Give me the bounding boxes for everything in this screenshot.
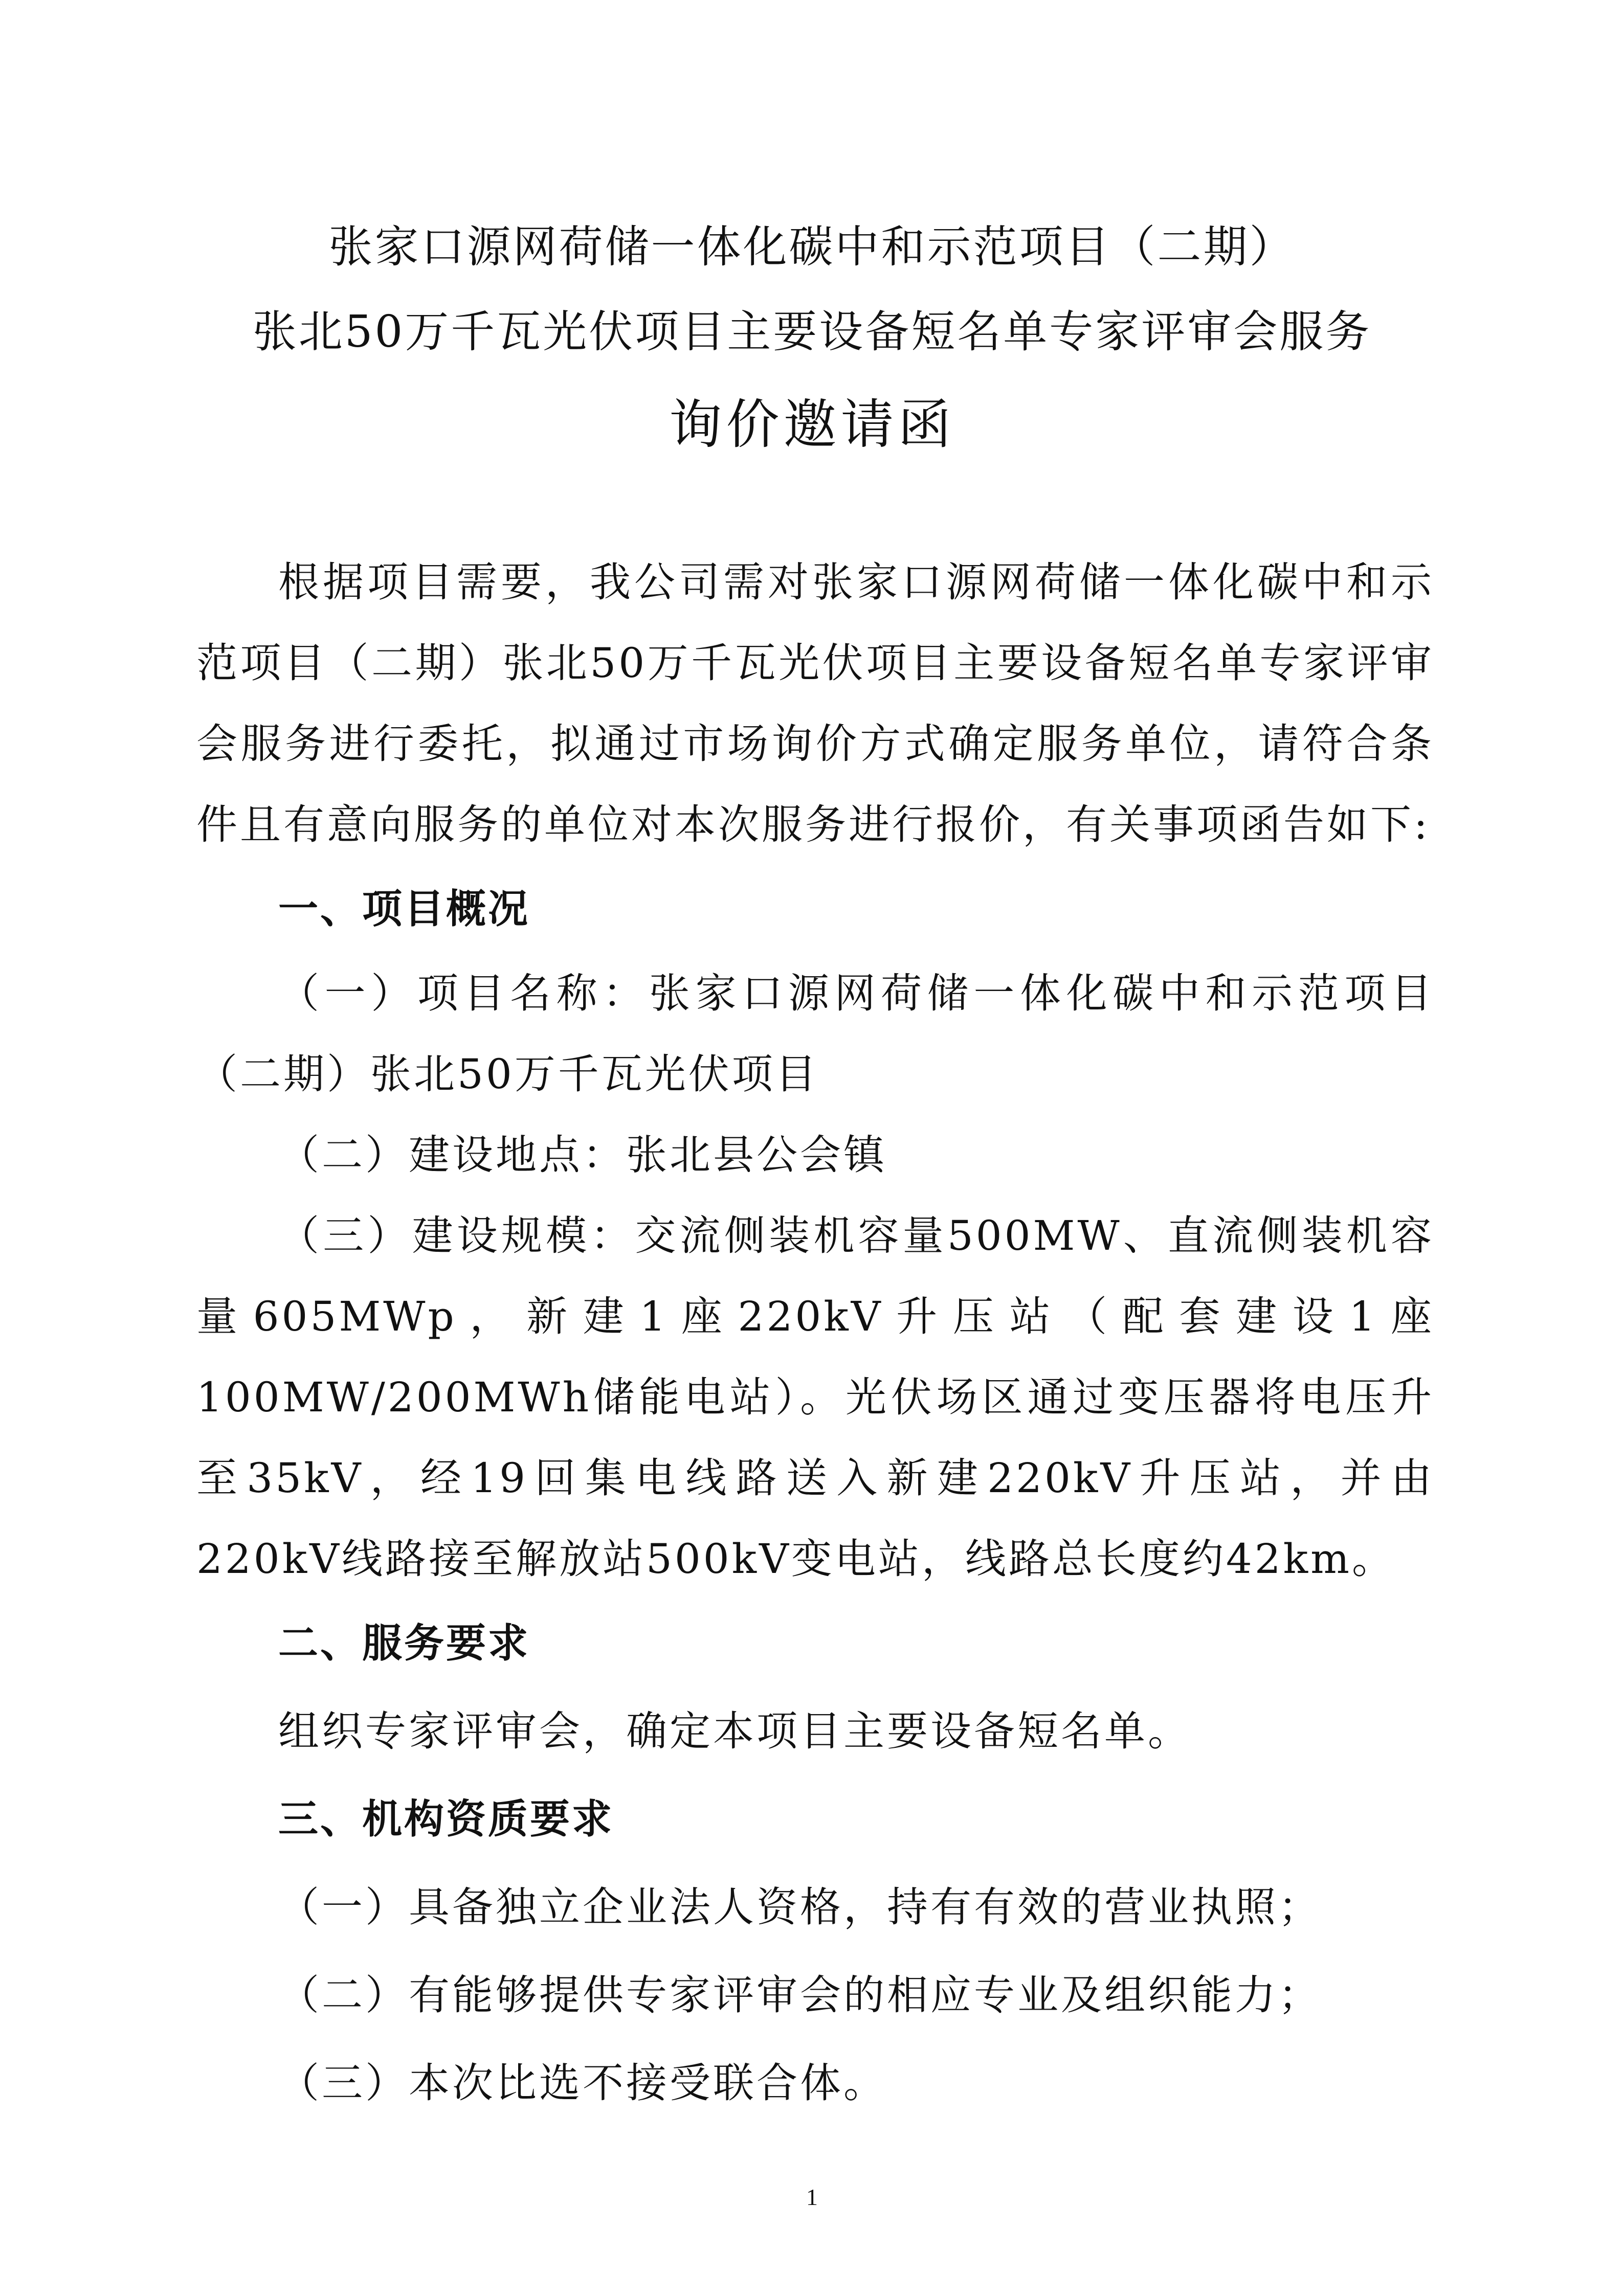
title-line-2: 张北50万千瓦光伏项目主要设备短名单专家评审会服务 bbox=[252, 306, 1372, 357]
section-heading-service-requirements: 二、服务要求 bbox=[278, 1620, 530, 1667]
service-requirement-text: 组织专家评审会，确定本项目主要设备短名单。 bbox=[278, 1707, 1191, 1755]
title-line-3: 询价邀请函 bbox=[669, 393, 955, 456]
qualification-item: （三）本次比选不接受联合体。 bbox=[278, 2059, 887, 2107]
page-number: 1 bbox=[806, 2184, 818, 2210]
title-line-1: 张家口源网荷储一体化碳中和示范项目（二期） bbox=[328, 221, 1296, 273]
construction-location-item: （二）建设地点：张北县公会镇 bbox=[278, 1131, 887, 1179]
qualification-item: （二）有能够提供专家评审会的相应专业及组织能力； bbox=[278, 1971, 1322, 2019]
project-name-item: （一）项目名称：张家口源网荷储一体化碳中和示范项目（二期）张北50万千瓦光伏项目 bbox=[196, 970, 1434, 1098]
construction-scale-item: （三）建设规模：交流侧装机容量500MW、直流侧装机容量605MWp，新建1座220kV升压站（配套建设1座100MW/200MWh储能电站）。光伏场区通过变压器将电压升至35kV，经19回集电线路送入新建220kV升压站，并由220kV线路接至解放站500kV变电站，线路总长度约42km。 bbox=[196, 1212, 1434, 1583]
section-heading-qualification-requirements: 三、机构资质要求 bbox=[278, 1796, 614, 1842]
section-heading-project-overview: 一、项目概况 bbox=[278, 886, 530, 932]
document-body bbox=[196, 542, 1434, 2127]
intro-paragraph: 根据项目需要，我公司需对张家口源网荷储一体化碳中和示范项目（二期）张北50万千瓦光伏项目主要设备短名单专家评审会服务进行委托，拟通过市场询价方式确定服务单位，请符合条件且有意向服务的单位对本次服务进行报价，有关事项函告如下: bbox=[196, 558, 1434, 848]
qualification-item: （一）具备独立企业法人资格，持有有效的营业执照； bbox=[278, 1883, 1322, 1931]
document-title bbox=[0, 205, 1624, 475]
